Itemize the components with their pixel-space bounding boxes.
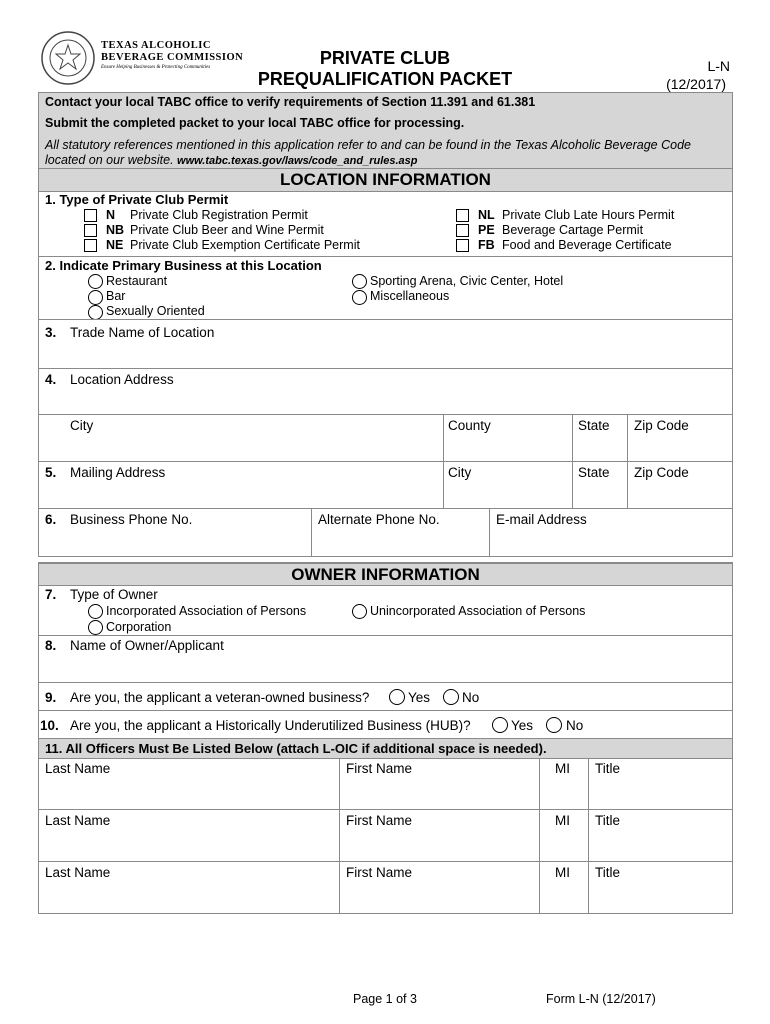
q3-trade-name-label[interactable]: Trade Name of Location <box>70 325 215 340</box>
business-bar-label: Bar <box>106 289 126 303</box>
officer-2-first-name-label[interactable]: First Name <box>346 813 413 828</box>
location-state-label[interactable]: State <box>578 418 610 433</box>
veteran-no-label: No <box>462 690 480 705</box>
location-city-label[interactable]: City <box>70 418 94 433</box>
q8-number: 8. <box>45 638 57 653</box>
permit-nb-checkbox[interactable] <box>84 224 97 237</box>
permit-nl-checkbox[interactable] <box>456 209 469 222</box>
hub-yes-radio[interactable] <box>492 717 508 733</box>
location-section-heading: LOCATION INFORMATION <box>39 168 732 192</box>
q7-number: 7. <box>45 587 57 602</box>
form-title-line1: PRIVATE CLUB <box>319 48 451 68</box>
form-code: L-N <box>707 58 730 74</box>
instruction-statutory: All statutory references mentioned in this application refer to and can be found in the Texas Alcoholic Beverage Code <box>45 138 691 152</box>
mailing-city-label[interactable]: City <box>448 465 472 480</box>
q8-owner-name-label[interactable]: Name of Owner/Applicant <box>70 638 224 653</box>
q9-number: 9. <box>45 690 57 705</box>
q4-number: 4. <box>45 372 57 387</box>
q11-officers-label: 11. All Officers Must Be Listed Below (attach L-OIC if additional space is needed). <box>45 741 547 756</box>
q6-number: 6. <box>45 512 57 527</box>
form-date: (12/2017) <box>666 76 726 92</box>
business-restaurant-label: Restaurant <box>106 274 168 288</box>
alternate-phone-label[interactable]: Alternate Phone No. <box>318 512 440 527</box>
permit-pe-code: PE <box>478 223 495 237</box>
form-title-line2: PREQUALIFICATION PACKET <box>257 69 513 89</box>
location-zip-label[interactable]: Zip Code <box>634 418 689 433</box>
hub-yes-label: Yes <box>511 718 534 733</box>
hub-no-radio[interactable] <box>546 717 562 733</box>
tabc-website-link[interactable]: www.tabc.texas.gov/laws/code_and_rules.asp <box>177 155 418 167</box>
permit-fb-code: FB <box>478 238 495 252</box>
permit-n-label: Private Club Registration Permit <box>130 208 308 222</box>
officer-1-mi-label[interactable]: MI <box>555 761 570 776</box>
q3-number: 3. <box>45 325 57 340</box>
instruction-website-prefix: located on our website. <box>45 153 174 167</box>
owner-corporation-radio[interactable] <box>88 620 103 635</box>
business-bar-radio[interactable] <box>88 290 103 305</box>
officer-3-last-name-label[interactable]: Last Name <box>45 865 111 880</box>
officer-1-first-name-label[interactable]: First Name <box>346 761 413 776</box>
q10-number: 10. <box>40 718 59 733</box>
owner-unincorporated-radio[interactable] <box>352 604 367 619</box>
officer-3-mi-label[interactable]: MI <box>555 865 570 880</box>
q4-location-address-label[interactable]: Location Address <box>70 372 174 387</box>
permit-n-code: N <box>106 208 116 222</box>
page-number: Page 1 of 3 <box>353 992 417 1006</box>
officer-2-mi-label[interactable]: MI <box>555 813 570 828</box>
veteran-yes-label: Yes <box>408 690 431 705</box>
form-footer-id: Form L-N (12/2017) <box>546 992 656 1006</box>
q10-hub-label: Are you, the applicant a Historically Underutilized Business (HUB)? <box>70 718 471 733</box>
business-restaurant-radio[interactable] <box>88 274 103 289</box>
q1-label: 1. Type of Private Club Permit <box>45 192 229 207</box>
permit-pe-label: Beverage Cartage Permit <box>502 223 644 237</box>
permit-ne-checkbox[interactable] <box>84 239 97 252</box>
hub-no-label: No <box>566 718 584 733</box>
q7-type-of-owner-label: Type of Owner <box>70 587 158 602</box>
veteran-no-radio[interactable] <box>443 689 459 705</box>
owner-incorporated-label: Incorporated Association of Persons <box>106 604 307 618</box>
officer-3-first-name-label[interactable]: First Name <box>346 865 413 880</box>
email-address-label[interactable]: E-mail Address <box>496 512 587 527</box>
permit-pe-checkbox[interactable] <box>456 224 469 237</box>
permit-ne-label: Private Club Exemption Certificate Permit <box>130 238 360 252</box>
permit-nl-label: Private Club Late Hours Permit <box>502 208 675 222</box>
permit-nb-code: NB <box>106 223 125 237</box>
business-miscellaneous-label: Miscellaneous <box>370 289 450 303</box>
owner-section-heading: OWNER INFORMATION <box>39 563 732 586</box>
officer-2-last-name-label[interactable]: Last Name <box>45 813 111 828</box>
instruction-submit: Submit the completed packet to your local TABC office for processing. <box>45 116 465 130</box>
mailing-state-label[interactable]: State <box>578 465 610 480</box>
business-sporting-arena-label: Sporting Arena, Civic Center, Hotel <box>370 274 564 288</box>
owner-incorporated-radio[interactable] <box>88 604 103 619</box>
location-county-label[interactable]: County <box>448 418 491 433</box>
tabc-seal-logo <box>40 30 96 86</box>
permit-ne-code: NE <box>106 238 124 252</box>
permit-fb-label: Food and Beverage Certificate <box>502 238 672 252</box>
agency-name-line1: TEXAS ALCOHOLIC <box>101 40 211 51</box>
permit-nb-label: Private Club Beer and Wine Permit <box>130 223 324 237</box>
officer-1-last-name-label[interactable]: Last Name <box>45 761 111 776</box>
officer-3-title-label[interactable]: Title <box>595 865 621 880</box>
owner-corporation-label: Corporation <box>106 620 172 634</box>
permit-n-checkbox[interactable] <box>84 209 97 222</box>
officer-2-title-label[interactable]: Title <box>595 813 621 828</box>
officer-1-title-label[interactable]: Title <box>595 761 621 776</box>
veteran-yes-radio[interactable] <box>389 689 405 705</box>
business-sporting-arena-radio[interactable] <box>352 274 367 289</box>
instruction-verify: Contact your local TABC office to verify requirements of Section 11.391 and 61.381 <box>45 95 536 109</box>
business-sexually-oriented-radio[interactable] <box>88 305 103 320</box>
business-miscellaneous-radio[interactable] <box>352 290 367 305</box>
q2-label: 2. Indicate Primary Business at this Location <box>45 258 322 273</box>
q6-business-phone-label[interactable]: Business Phone No. <box>70 512 193 527</box>
permit-nl-code: NL <box>478 208 495 222</box>
q5-mailing-address-label[interactable]: Mailing Address <box>70 465 166 480</box>
owner-unincorporated-label: Unincorporated Association of Persons <box>370 604 586 618</box>
q9-veteran-label: Are you, the applicant a veteran-owned business? <box>70 690 370 705</box>
mailing-zip-label[interactable]: Zip Code <box>634 465 689 480</box>
q5-number: 5. <box>45 465 57 480</box>
agency-tagline: Ensure Helping Businesses & Protecting Communities <box>101 65 211 70</box>
business-sexually-oriented-label: Sexually Oriented <box>106 304 205 318</box>
permit-fb-checkbox[interactable] <box>456 239 469 252</box>
instruction-website <box>45 153 418 167</box>
agency-name-line2: BEVERAGE COMMISSION <box>101 52 244 63</box>
